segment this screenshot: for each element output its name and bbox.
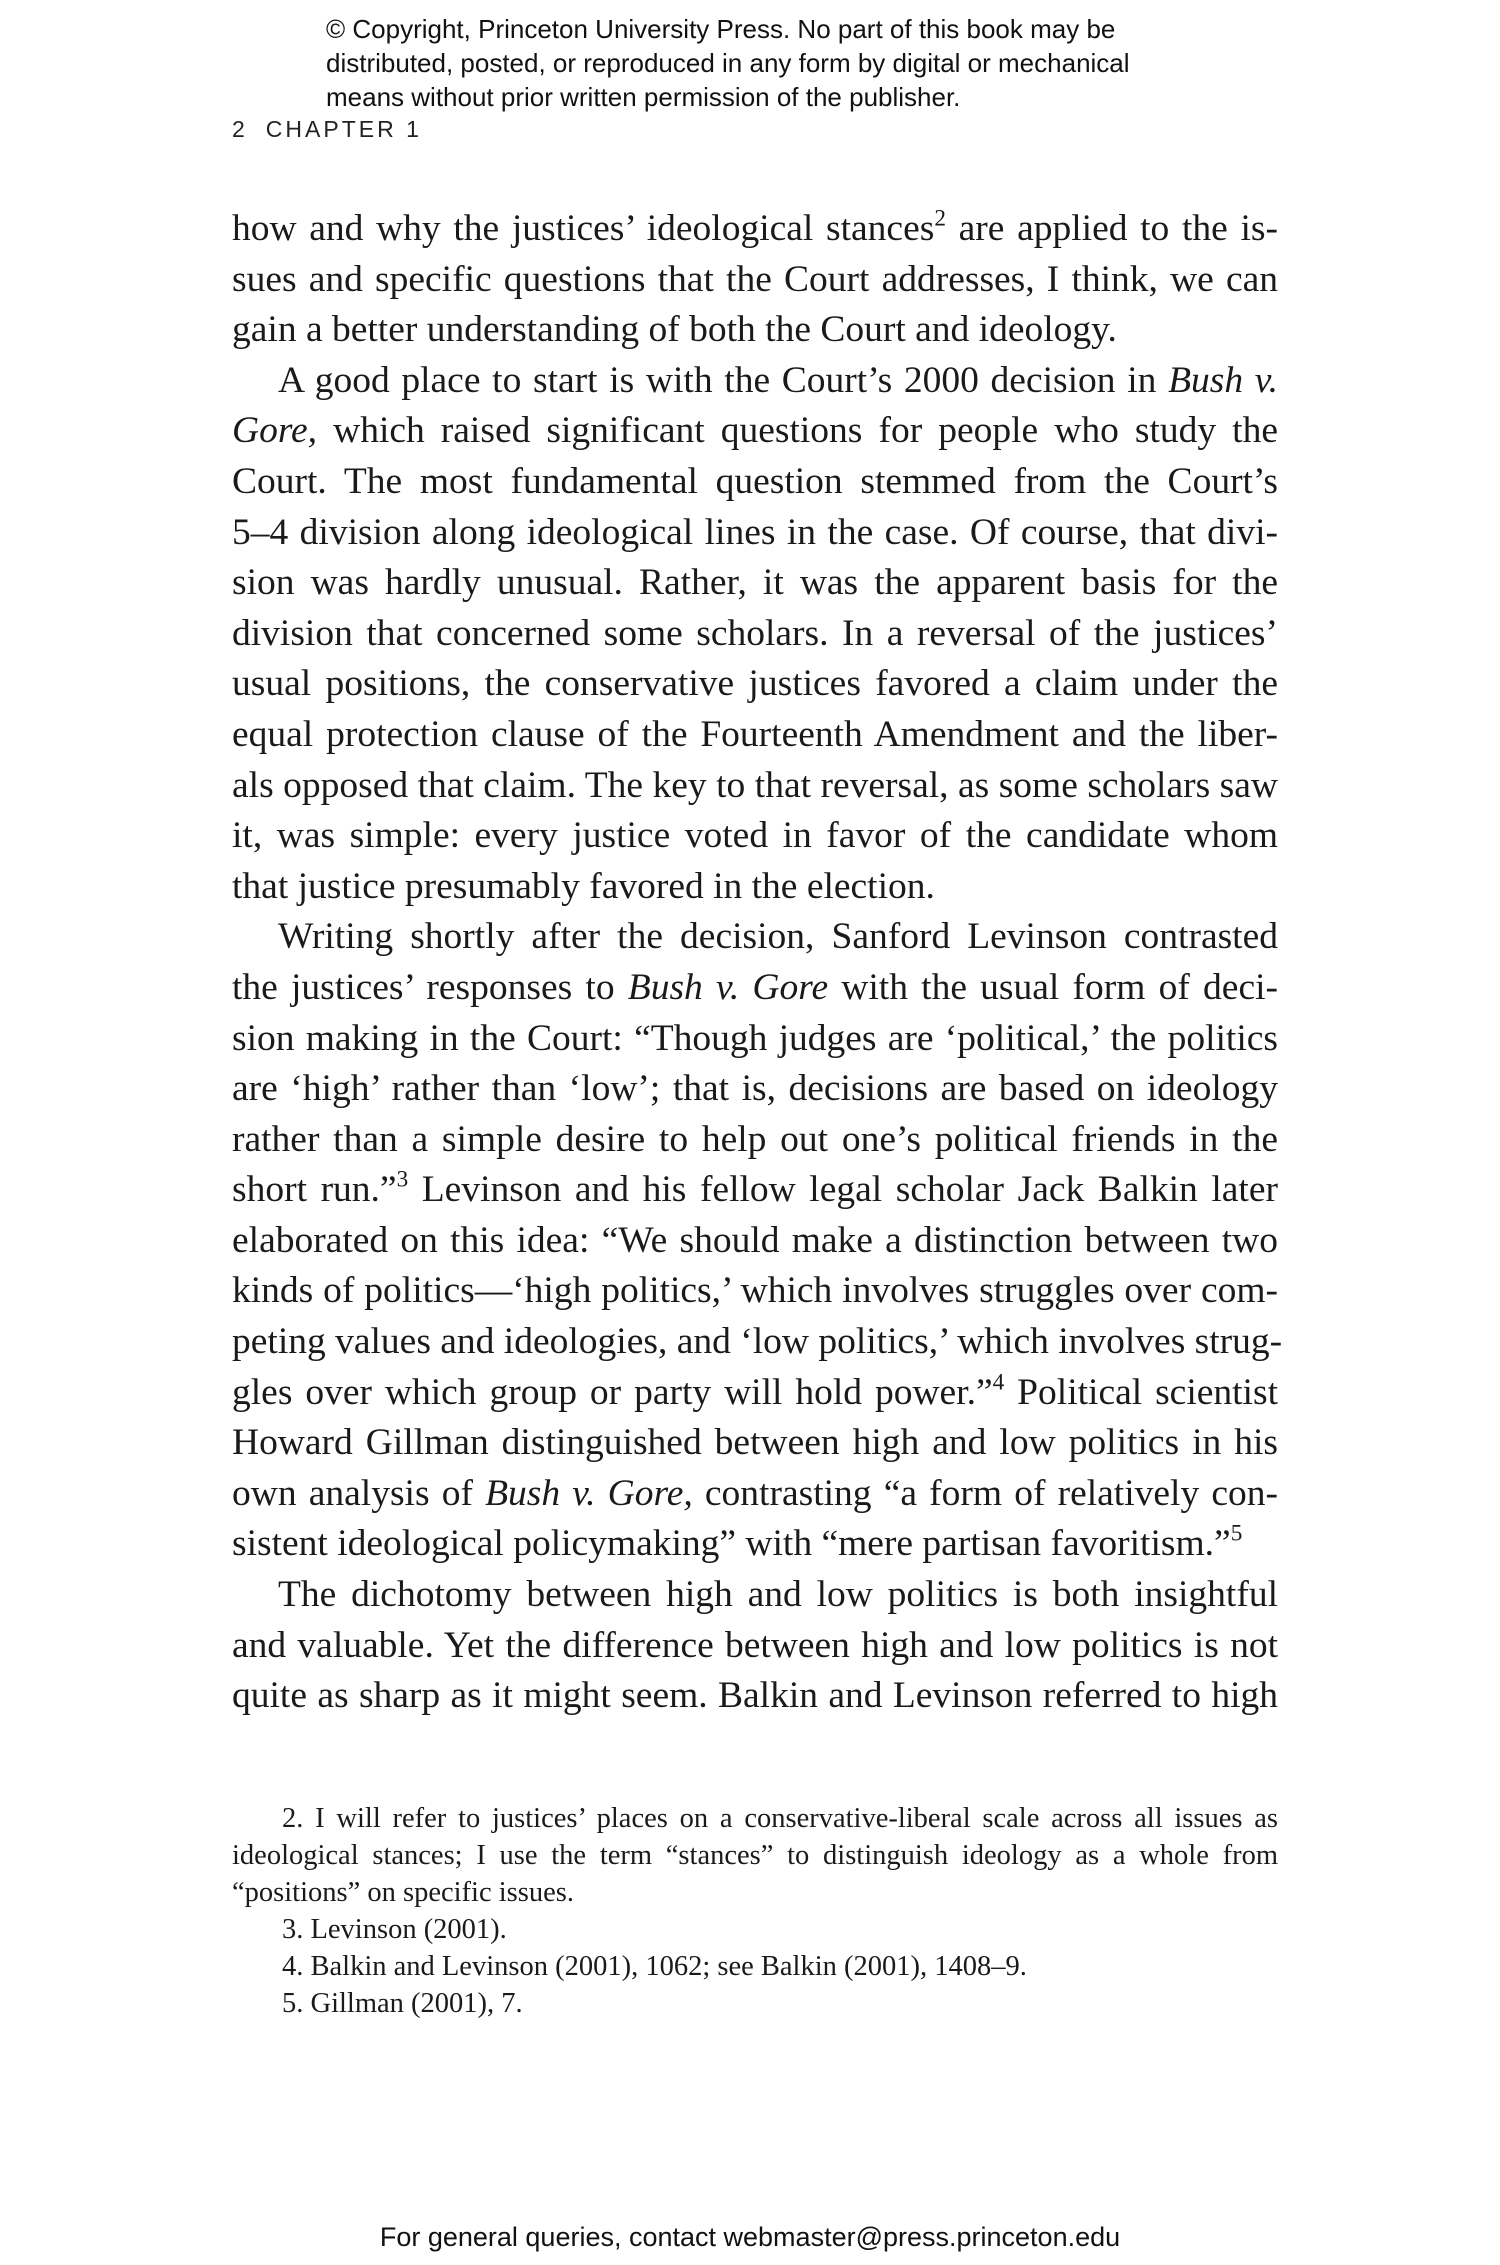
text-line: gles over which group or party will hold power.”$^4$ Political scientist [232, 1369, 1278, 1413]
text-line: The dichotomy between high and low politics is both insightful [278, 1574, 1278, 1616]
page-number: 2 [232, 116, 248, 142]
footnote-ref[interactable]: 2 [934, 205, 946, 232]
copyright-line: means without prior written permission of the publisher. [326, 82, 961, 112]
case-name: Bush v. Gore [627, 966, 829, 1008]
text-line: peting values and ideologies, and ‘low politics,’ which involves strug- [232, 1321, 1283, 1363]
text-line: usual positions, the conservative justices favored a claim under the [232, 663, 1278, 705]
copyright-line: distributed, posted, or reproduced in any form by digital or mechanical [326, 48, 1130, 78]
text-line: are ‘high’ rather than ‘low’; that is, decisions are based on ideology [232, 1068, 1278, 1110]
contact-footer: For general queries, contact webmaster@press.princeton.edu [379, 2222, 1121, 2252]
footnote-ref[interactable]: 3 [396, 1166, 409, 1193]
body-text [232, 204, 1283, 1722]
copyright-line: © Copyright, Princeton University Press. No part of this book may be [326, 14, 1116, 44]
footnote-line: 2. I will refer to justices’ places on a conservative-liberal scale across all issues as [282, 1803, 1278, 1834]
text-line: short run.”$^3$ Levinson and his fellow legal scholar Jack Balkin later [232, 1166, 1278, 1211]
text-line: Court. The most fundamental question stemmed from the Court’s [232, 460, 1278, 502]
text-line: own analysis of Bush v. Gore, contrasting “a form of relatively con- [232, 1472, 1278, 1514]
footnote-2 [232, 1800, 1278, 1911]
text-line: A good place to start is with the Court’s 2000 decision in Bush v. [278, 359, 1278, 401]
footnote-4: 4. Balkin and Levinson (2001), 1062; see Balkin (2001), 1408–9. [282, 1951, 1027, 1982]
footnote-ref[interactable]: 5 [1230, 1521, 1243, 1548]
paragraph [232, 912, 1283, 1570]
text-line: quite as sharp as it might seem. Balkin and Levinson referred to high [232, 1675, 1278, 1717]
paragraph [232, 356, 1278, 913]
footnote-ref[interactable]: 4 [992, 1369, 1005, 1396]
copyright-notice [326, 12, 1326, 114]
running-head [232, 116, 422, 143]
text-line: that justice presumably favored in the election. [232, 865, 935, 907]
chapter-label: CHAPTER 1 [265, 116, 422, 142]
footnote-3: 3. Levinson (2001). [282, 1914, 507, 1945]
text-line: it, was simple: every justice voted in favor of the candidate whom [232, 815, 1278, 857]
text-line: 5–4 division along ideological lines in the case. Of course, that divi- [232, 511, 1278, 553]
footnotes [232, 1800, 1278, 2022]
case-name: Bush v. Gore, [485, 1472, 693, 1514]
text-line: division that concerned some scholars. In a reversal of the justices’ [232, 612, 1278, 654]
text-line: elaborated on this idea: “We should make a distinction between two [232, 1219, 1278, 1261]
case-name: Bush v. [1168, 359, 1278, 401]
paragraph [232, 204, 1278, 356]
text-line: Gore, which raised significant questions for people who study the [232, 410, 1278, 452]
text-line: rather than a simple desire to help out one’s political friends in the [232, 1118, 1278, 1160]
text-line: and valuable. Yet the difference between high and low politics is not [232, 1624, 1278, 1666]
text-line: sues and specific questions that the Court addresses, I think, we can [232, 258, 1278, 300]
text-line: sion making in the Court: “Though judges are ‘political,’ the politics [232, 1017, 1278, 1059]
text-line: als opposed that claim. The key to that reversal, as some scholars saw [232, 764, 1278, 806]
text-line: kinds of politics—‘high politics,’ which involves struggles over com- [232, 1270, 1278, 1312]
text-line: equal protection clause of the Fourteenth Amendment and the liber- [232, 713, 1278, 755]
paragraph [232, 1570, 1278, 1722]
text-line: Writing shortly after the decision, Sanford Levinson contrasted [278, 916, 1278, 958]
text-line: sistent ideological policymaking” with “mere partisan favoritism.”$^5$ [232, 1521, 1243, 1565]
text-line: Howard Gillman distinguished between high and low politics in his [232, 1422, 1278, 1464]
text-line: sion was hardly unusual. Rather, it was the apparent basis for the [232, 562, 1278, 604]
text-line: the justices’ responses to Bush v. Gore with the usual form of deci- [232, 966, 1278, 1008]
text-line: gain a better understanding of both the Court and ideology. [232, 309, 1117, 351]
text-line: how and why the justices’ ideological stances$^2$ are applied to the is- [232, 205, 1278, 249]
footnote-line: “positions” on specific issues. [232, 1877, 574, 1908]
case-name: Gore, [232, 410, 318, 452]
footnote-line: ideological stances; I use the term “stances” to distinguish ideology as a whole from [232, 1840, 1278, 1871]
footnote-5: 5. Gillman (2001), 7. [282, 1988, 523, 2019]
